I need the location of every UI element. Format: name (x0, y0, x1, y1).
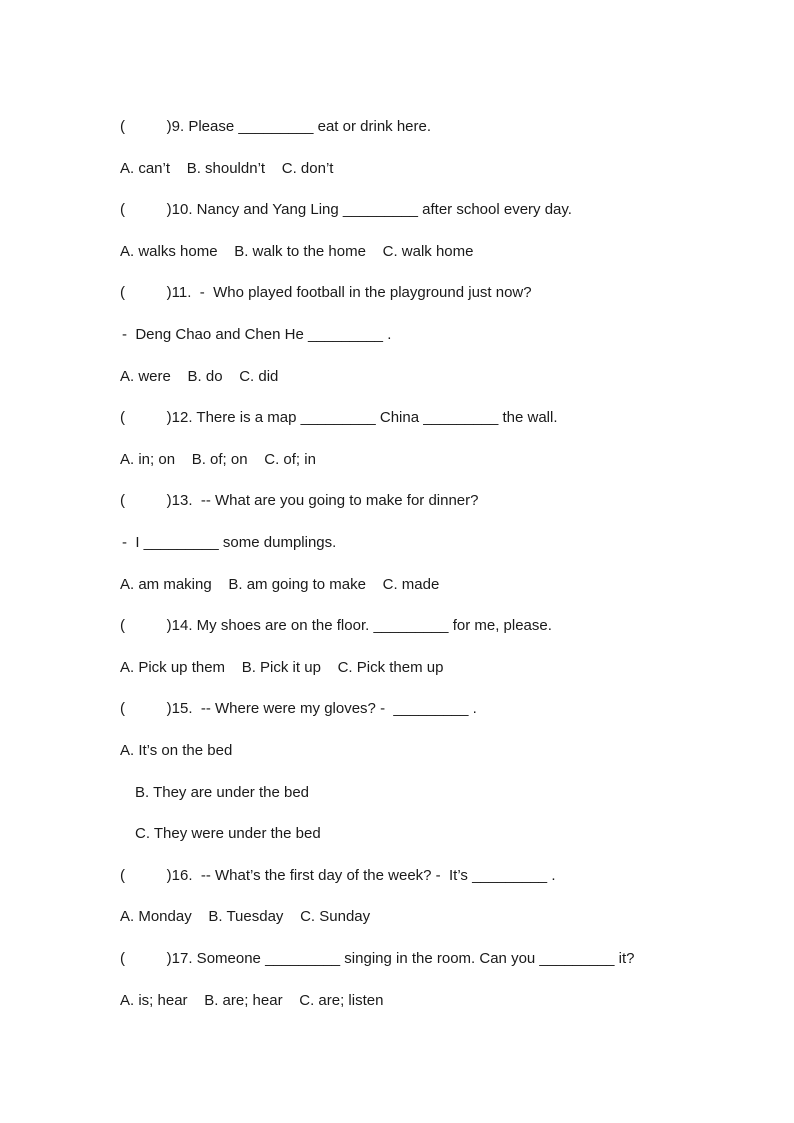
question-14-options: A. Pick up them B. Pick it up C. Pick them up (120, 659, 444, 676)
question-13: ( )13. -- What are you going to make for dinner? (120, 492, 479, 509)
question-14: ( )14. My shoes are on the floor. _________ for me, please. (120, 617, 552, 634)
question-11: ( )11. - Who played football in the playground just now? (120, 284, 532, 301)
question-11-options: A. were B. do C. did (120, 368, 279, 385)
question-16-options: A. Monday B. Tuesday C. Sunday (120, 908, 371, 925)
question-15-option-c: C. They were under the bed (135, 825, 321, 842)
question-13-answer-line: - I _________ some dumplings. (122, 534, 337, 551)
question-11-answer-line: - Deng Chao and Chen He _________ . (122, 326, 392, 343)
question-15: ( )15. -- Where were my gloves? - _________ . (120, 700, 477, 717)
question-10-options: A. walks home B. walk to the home C. walk home (120, 243, 474, 260)
question-17-options: A. is; hear B. are; hear C. are; listen (120, 992, 384, 1009)
question-12: ( )12. There is a map _________ China _________ the wall. (120, 409, 558, 426)
question-9: ( )9. Please _________ eat or drink here. (120, 118, 432, 135)
question-15-option-a: A. It’s on the bed (120, 742, 233, 759)
question-10: ( )10. Nancy and Yang Ling _________ after school every day. (120, 201, 572, 218)
question-15-option-b: B. They are under the bed (135, 784, 310, 801)
question-13-options: A. am making B. am going to make C. made (120, 576, 440, 593)
question-16: ( )16. -- What’s the first day of the week? - It’s _________ . (120, 867, 556, 884)
question-9-options: A. can’t B. shouldn’t C. don’t (120, 160, 334, 177)
question-17: ( )17. Someone _________ singing in the room. Can you _________ it? (120, 950, 635, 967)
question-12-options: A. in; on B. of; on C. of; in (120, 451, 316, 468)
